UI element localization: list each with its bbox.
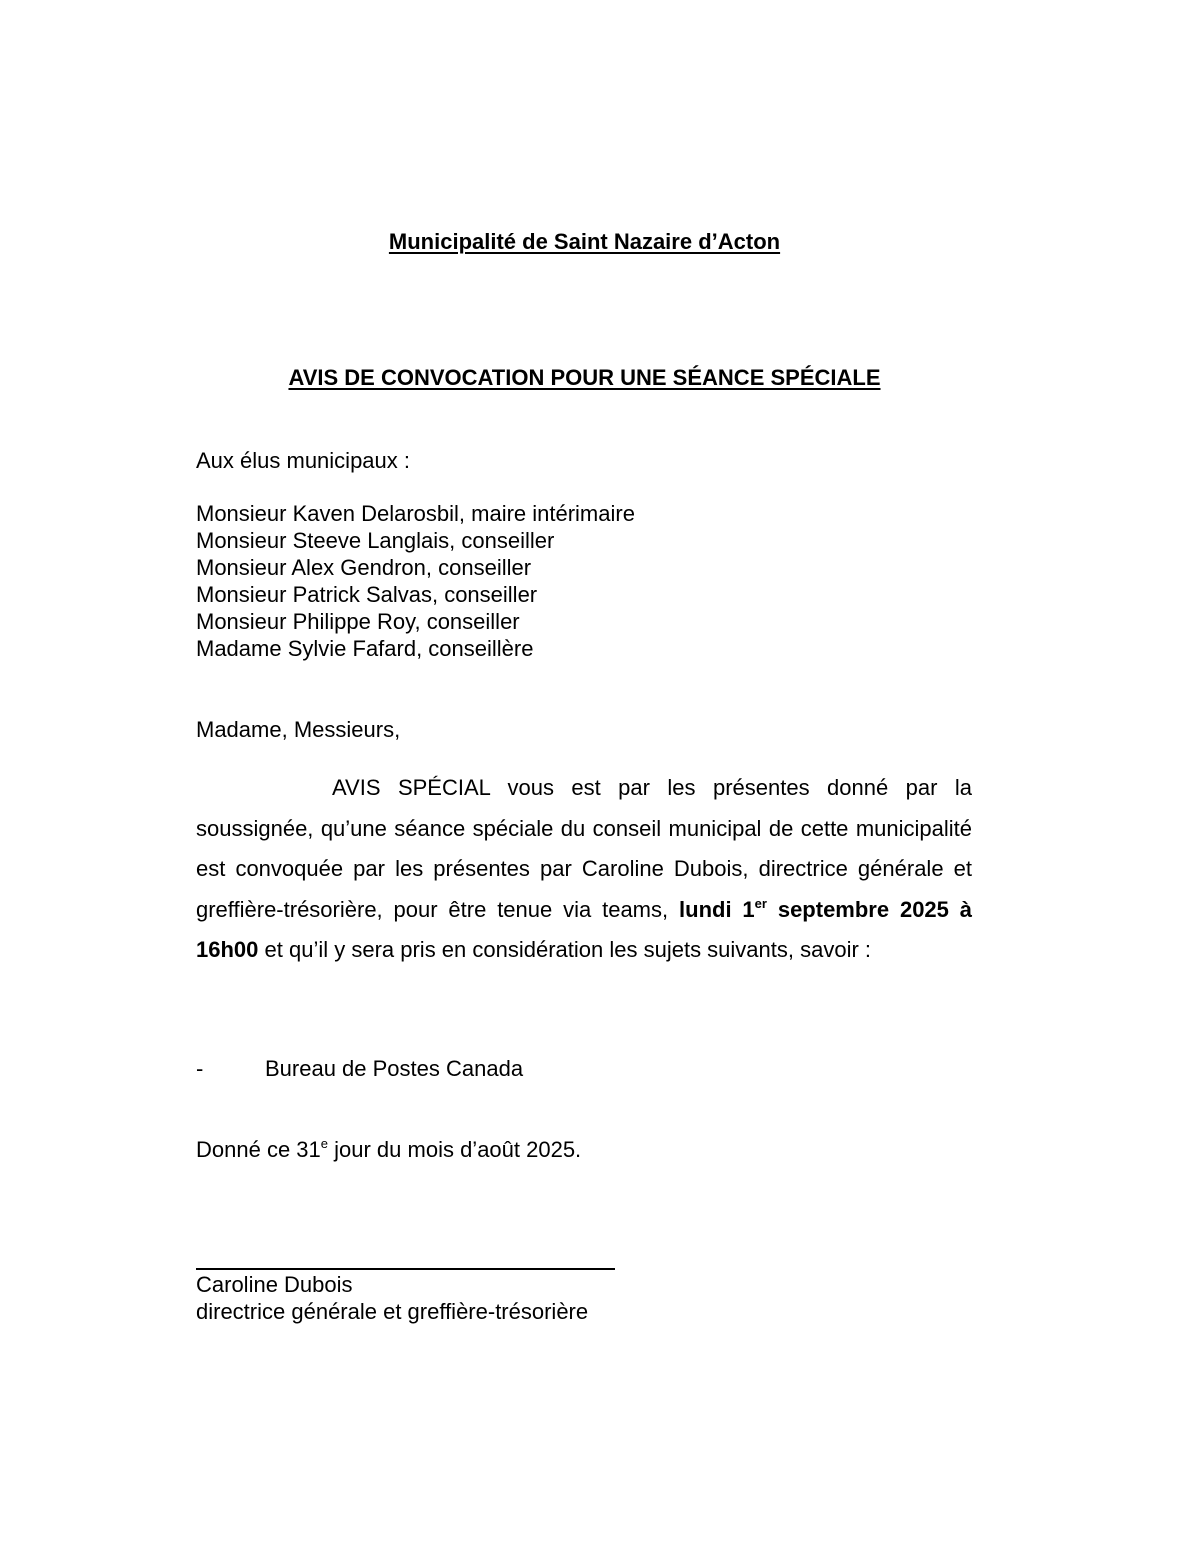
signatory-name: Caroline Dubois: [196, 1272, 353, 1297]
notice-title: AVIS DE CONVOCATION POUR UNE SÉANCE SPÉCIALE: [288, 365, 881, 390]
member-item: Madame Sylvie Fafard, conseillère: [196, 636, 534, 661]
meeting-day-suffix: er: [754, 895, 767, 911]
member-item: Monsieur Steeve Langlais, conseiller: [196, 528, 555, 553]
given-prefix: Donné ce 31: [196, 1137, 321, 1162]
given-sup: e: [320, 1136, 328, 1151]
notice-paragraph: [196, 768, 972, 971]
member-item: Monsieur Patrick Salvas, conseiller: [196, 582, 538, 607]
meeting-day: lundi 1: [679, 896, 755, 922]
greeting: Madame, Messieurs,: [196, 717, 401, 742]
members-list: [196, 500, 635, 662]
member-item: Monsieur Philippe Roy, conseiller: [196, 609, 520, 634]
body-part1: AVIS SPÉCIAL vous est par les présentes donné par la soussignée, qu’une séance spéciale du conseil municipal de cette municipalité est convoquée par les présentes par Caroline Dubois, directrice générale et greffière-trésorière, pour être tenue via teams,: [196, 775, 972, 922]
member-item: Monsieur Kaven Delarosbil, maire intérimaire: [196, 501, 635, 526]
salutation-to: Aux élus municipaux :: [196, 448, 410, 473]
given-date: [196, 1136, 581, 1163]
agenda-item: Bureau de Postes Canada: [265, 1056, 524, 1081]
body-part2: et qu’il y sera pris en considération les sujets suivants, savoir :: [264, 937, 872, 963]
given-suffix: jour du mois d’août 2025.: [334, 1137, 582, 1162]
municipality-heading: Municipalité de Saint Nazaire d’Acton: [388, 229, 781, 254]
signature-line: [196, 1268, 615, 1270]
meeting-date-time: septembre 2025 à 16h00: [196, 896, 973, 963]
agenda-bullet: -: [196, 1056, 204, 1081]
member-item: Monsieur Alex Gendron, conseiller: [196, 555, 532, 580]
signatory-role: directrice générale et greffière-trésorière: [196, 1299, 589, 1324]
